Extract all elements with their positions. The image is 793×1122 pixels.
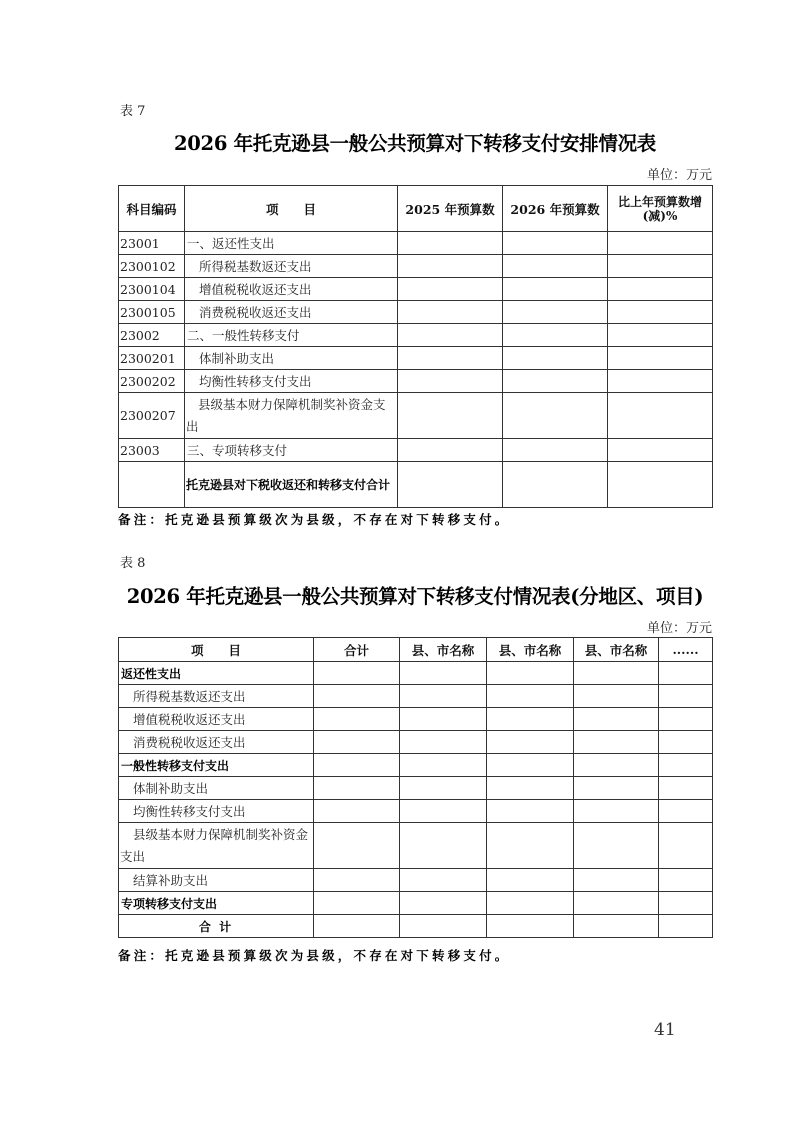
row-item: 消费税税收返还支出 — [119, 731, 314, 754]
cell — [400, 708, 487, 731]
cell — [314, 731, 400, 754]
table-row — [119, 232, 713, 255]
row-item: 消费税税收返还支出 — [185, 301, 398, 324]
header-county-1: 县、市名称 — [400, 638, 487, 662]
table7 — [118, 185, 713, 508]
header-total: 合计 — [314, 638, 400, 662]
cell-change — [608, 393, 713, 439]
table-row — [119, 754, 713, 777]
cell — [314, 892, 400, 915]
header-2026: 2026 年预算数 — [503, 186, 608, 232]
page-number: 41 — [654, 1020, 676, 1040]
table8-unit: 单位：万元 — [646, 621, 712, 636]
row-item: 增值税税收返还支出 — [119, 708, 314, 731]
cell — [574, 869, 659, 892]
row-code: 23001 — [119, 232, 185, 255]
cell — [314, 800, 400, 823]
row-item: 体制补助支出 — [185, 347, 398, 370]
row-item: 所得税基数返还支出 — [119, 685, 314, 708]
cell-2025 — [398, 255, 503, 278]
header-more: ...... — [659, 638, 713, 662]
cell-change — [608, 278, 713, 301]
table-row — [119, 662, 713, 685]
row-code: 2300104 — [119, 278, 185, 301]
cell — [659, 731, 713, 754]
row-code: 2300102 — [119, 255, 185, 278]
cell-change — [608, 232, 713, 255]
row-code: 2300105 — [119, 301, 185, 324]
table-row — [119, 800, 713, 823]
header-2025: 2025 年预算数 — [398, 186, 503, 232]
cell — [574, 800, 659, 823]
header-code: 科目编码 — [119, 186, 185, 232]
table-row — [119, 347, 713, 370]
cell — [314, 685, 400, 708]
cell-2026 — [503, 324, 608, 347]
table8-label: 表 8 — [120, 556, 146, 571]
cell — [400, 754, 487, 777]
row-item-total: 合 计 — [119, 915, 314, 938]
table-row — [119, 255, 713, 278]
cell-2025 — [398, 439, 503, 462]
cell-2025 — [398, 232, 503, 255]
cell — [659, 754, 713, 777]
table-row — [119, 685, 713, 708]
row-item: 三、专项转移支付 — [185, 439, 398, 462]
row-item: 一般性转移支付支出 — [119, 754, 314, 777]
cell-change — [608, 462, 713, 508]
cell — [574, 685, 659, 708]
cell — [574, 777, 659, 800]
cell-2026 — [503, 278, 608, 301]
table-row — [119, 869, 713, 892]
table8-title: 2026 年托克逊县一般公共预算对下转移支付情况表(分地区、项目) — [126, 585, 704, 608]
cell — [400, 869, 487, 892]
table7-note: 备注：托克逊县预算级次为县级，不存在对下转移支付。 — [118, 512, 511, 527]
cell — [659, 685, 713, 708]
row-code: 23003 — [119, 439, 185, 462]
row-item: 体制补助支出 — [119, 777, 314, 800]
cell — [574, 754, 659, 777]
cell — [400, 777, 487, 800]
header-change: 比上年预算数增(减)% — [608, 186, 713, 232]
cell-2026 — [503, 255, 608, 278]
row-code — [119, 462, 185, 508]
cell — [400, 823, 487, 869]
cell — [400, 685, 487, 708]
row-item: 增值税税收返还支出 — [185, 278, 398, 301]
cell — [574, 662, 659, 685]
row-item: 二、一般性转移支付 — [185, 324, 398, 347]
cell-change — [608, 439, 713, 462]
cell — [314, 869, 400, 892]
cell — [400, 800, 487, 823]
cell — [314, 754, 400, 777]
cell — [487, 800, 574, 823]
cell-2026 — [503, 347, 608, 370]
cell — [314, 662, 400, 685]
table8-note: 备注：托克逊县预算级次为县级，不存在对下转移支付。 — [118, 948, 511, 963]
cell — [659, 892, 713, 915]
cell — [487, 915, 574, 938]
cell-2026 — [503, 370, 608, 393]
cell-change — [608, 324, 713, 347]
table-row — [119, 439, 713, 462]
cell — [400, 731, 487, 754]
table-row — [119, 823, 713, 869]
cell — [659, 823, 713, 869]
cell — [487, 892, 574, 915]
table7-title: 2026 年托克逊县一般公共预算对下转移支付安排情况表 — [174, 132, 656, 155]
cell-change — [608, 301, 713, 324]
table-row — [119, 731, 713, 754]
table-row — [119, 278, 713, 301]
cell-2025 — [398, 324, 503, 347]
row-item: 县级基本财力保障机制奖补资金支出 — [119, 823, 314, 869]
cell-2025 — [398, 462, 503, 508]
cell — [574, 892, 659, 915]
table-row — [119, 393, 713, 439]
cell — [487, 731, 574, 754]
cell-2025 — [398, 393, 503, 439]
table-total-row — [119, 915, 713, 938]
row-item: 均衡性转移支付支出 — [119, 800, 314, 823]
cell-change — [608, 347, 713, 370]
cell — [574, 915, 659, 938]
cell — [574, 731, 659, 754]
row-code: 23002 — [119, 324, 185, 347]
row-item: 专项转移支付支出 — [119, 892, 314, 915]
row-item: 均衡性转移支付支出 — [185, 370, 398, 393]
table7-label: 表 7 — [120, 104, 146, 119]
row-item: 结算补助支出 — [119, 869, 314, 892]
cell-2025 — [398, 278, 503, 301]
cell — [487, 708, 574, 731]
cell-2026 — [503, 393, 608, 439]
table-row — [119, 324, 713, 347]
table8-header-row — [119, 638, 713, 662]
header-item: 项 目 — [119, 638, 314, 662]
row-code: 2300202 — [119, 370, 185, 393]
row-item: 返还性支出 — [119, 662, 314, 685]
cell — [659, 662, 713, 685]
cell — [487, 662, 574, 685]
row-item-total: 托克逊县对下税收返还和转移支付合计 — [185, 462, 398, 508]
cell — [487, 777, 574, 800]
table-row — [119, 777, 713, 800]
cell — [314, 823, 400, 869]
cell — [487, 685, 574, 708]
cell — [314, 915, 400, 938]
cell-change — [608, 370, 713, 393]
table-row — [119, 892, 713, 915]
table7-unit: 单位：万元 — [646, 168, 712, 183]
table-row — [119, 301, 713, 324]
cell-change — [608, 255, 713, 278]
table8 — [118, 637, 713, 938]
cell-2026 — [503, 439, 608, 462]
cell — [314, 708, 400, 731]
cell — [659, 915, 713, 938]
cell — [487, 754, 574, 777]
cell — [400, 662, 487, 685]
header-county-3: 县、市名称 — [574, 638, 659, 662]
row-item: 所得税基数返还支出 — [185, 255, 398, 278]
cell — [659, 800, 713, 823]
cell-2025 — [398, 347, 503, 370]
header-item: 项 目 — [185, 186, 398, 232]
cell — [400, 915, 487, 938]
cell-2026 — [503, 301, 608, 324]
cell-2025 — [398, 301, 503, 324]
row-item: 一、返还性支出 — [185, 232, 398, 255]
cell-2025 — [398, 370, 503, 393]
cell — [487, 869, 574, 892]
cell — [574, 823, 659, 869]
cell — [400, 892, 487, 915]
cell — [659, 777, 713, 800]
cell — [314, 777, 400, 800]
cell — [574, 708, 659, 731]
row-code: 2300207 — [119, 393, 185, 439]
table-row — [119, 370, 713, 393]
row-code: 2300201 — [119, 347, 185, 370]
cell-2026 — [503, 232, 608, 255]
cell-2026 — [503, 462, 608, 508]
table-row — [119, 708, 713, 731]
cell — [659, 708, 713, 731]
cell — [487, 823, 574, 869]
cell — [659, 869, 713, 892]
row-item: 县级基本财力保障机制奖补资金支出 — [185, 393, 398, 439]
table-total-row — [119, 462, 713, 508]
header-county-2: 县、市名称 — [487, 638, 574, 662]
table7-header-row — [119, 186, 713, 232]
